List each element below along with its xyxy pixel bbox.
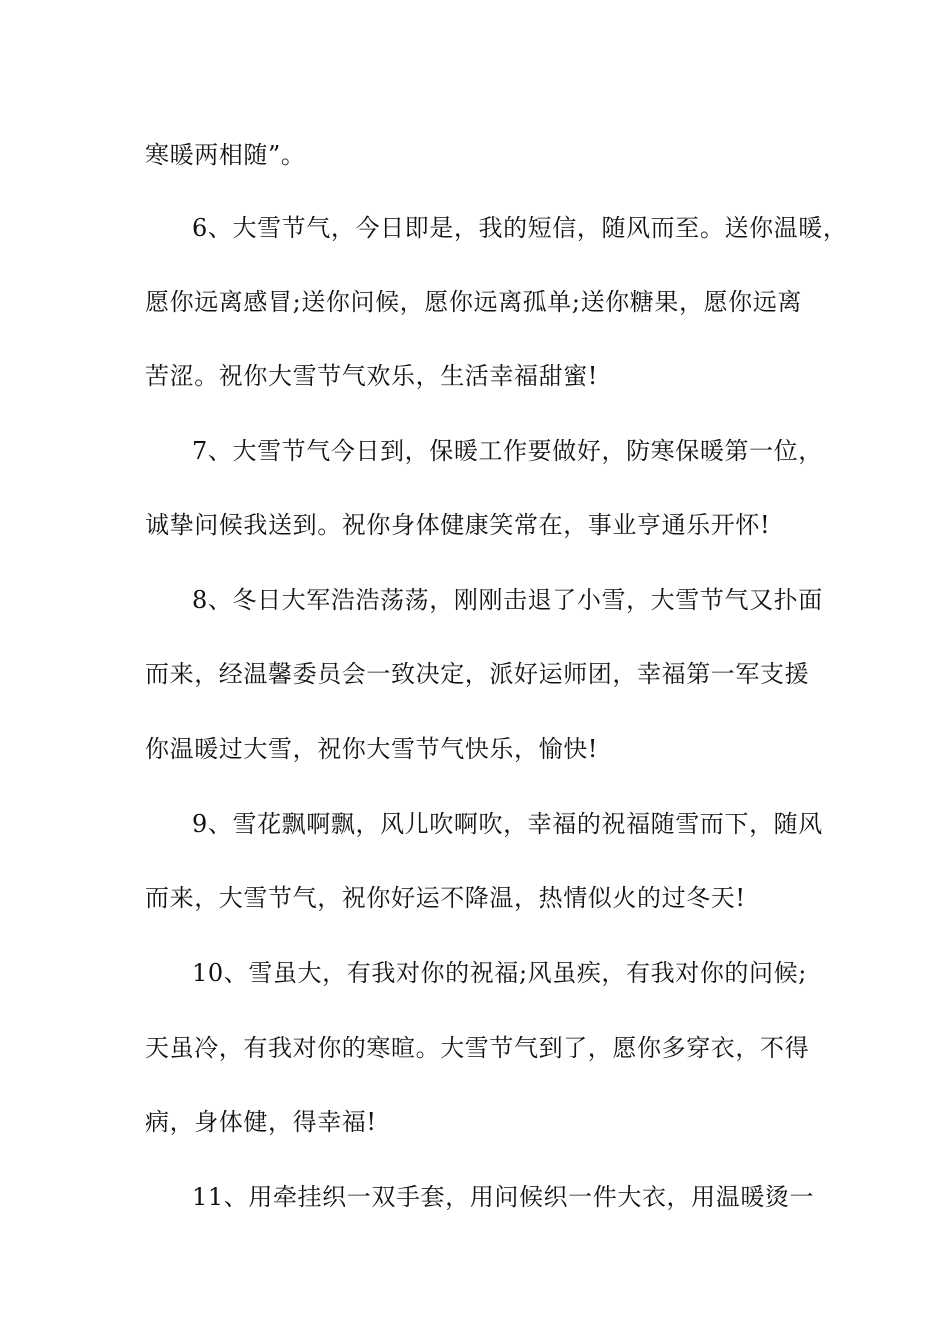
paragraph-10-line-2: 天虽冷，有我对你的寒暄。大雪节气到了，愿你多穿衣，不得 <box>145 1034 810 1062</box>
paragraph-8-line-1: 8、冬日大军浩浩荡荡，刚刚击退了小雪，大雪节气又扑面 <box>192 586 823 614</box>
paragraph-7-line-2: 诚挚问候我送到。祝你身体健康笑常在，事业亨通乐开怀! <box>145 511 771 539</box>
paragraph-11-line-1: 11、用牵挂织一双手套，用问候织一件大衣，用温暖烫一 <box>192 1183 815 1211</box>
paragraph-10-line-1: 10、雪虽大，有我对你的祝福;风虽疾，有我对你的问候; <box>192 959 807 987</box>
paragraph-6-line-1: 6、大雪节气，今日即是，我的短信，随风而至。送你温暖， <box>192 214 848 242</box>
paragraph-9-line-1: 9、雪花飘啊飘，风儿吹啊吹，幸福的祝福随雪而下，随风 <box>192 810 823 838</box>
paragraph-10-line-3: 病，身体健，得幸福! <box>145 1108 377 1136</box>
paragraph-6-line-2: 愿你远离感冒;送你问候，愿你远离孤单;送你糖果，愿你远离 <box>145 288 802 316</box>
paragraph-8-line-3: 你温暖过大雪，祝你大雪节气快乐，愉快! <box>145 735 599 763</box>
paragraph-9-line-2: 而来，大雪节气，祝你好运不降温，热情似火的过冬天! <box>145 884 746 912</box>
paragraph-7-line-1: 7、大雪节气今日到，保暖工作要做好，防寒保暖第一位， <box>192 437 823 465</box>
text-line: 寒暖两相随”。 <box>145 141 306 169</box>
paragraph-6-line-3: 苦涩。祝你大雪节气欢乐，生活幸福甜蜜! <box>145 362 599 390</box>
paragraph-8-line-2: 而来，经温馨委员会一致决定，派好运师团，幸福第一军支援 <box>145 660 810 688</box>
